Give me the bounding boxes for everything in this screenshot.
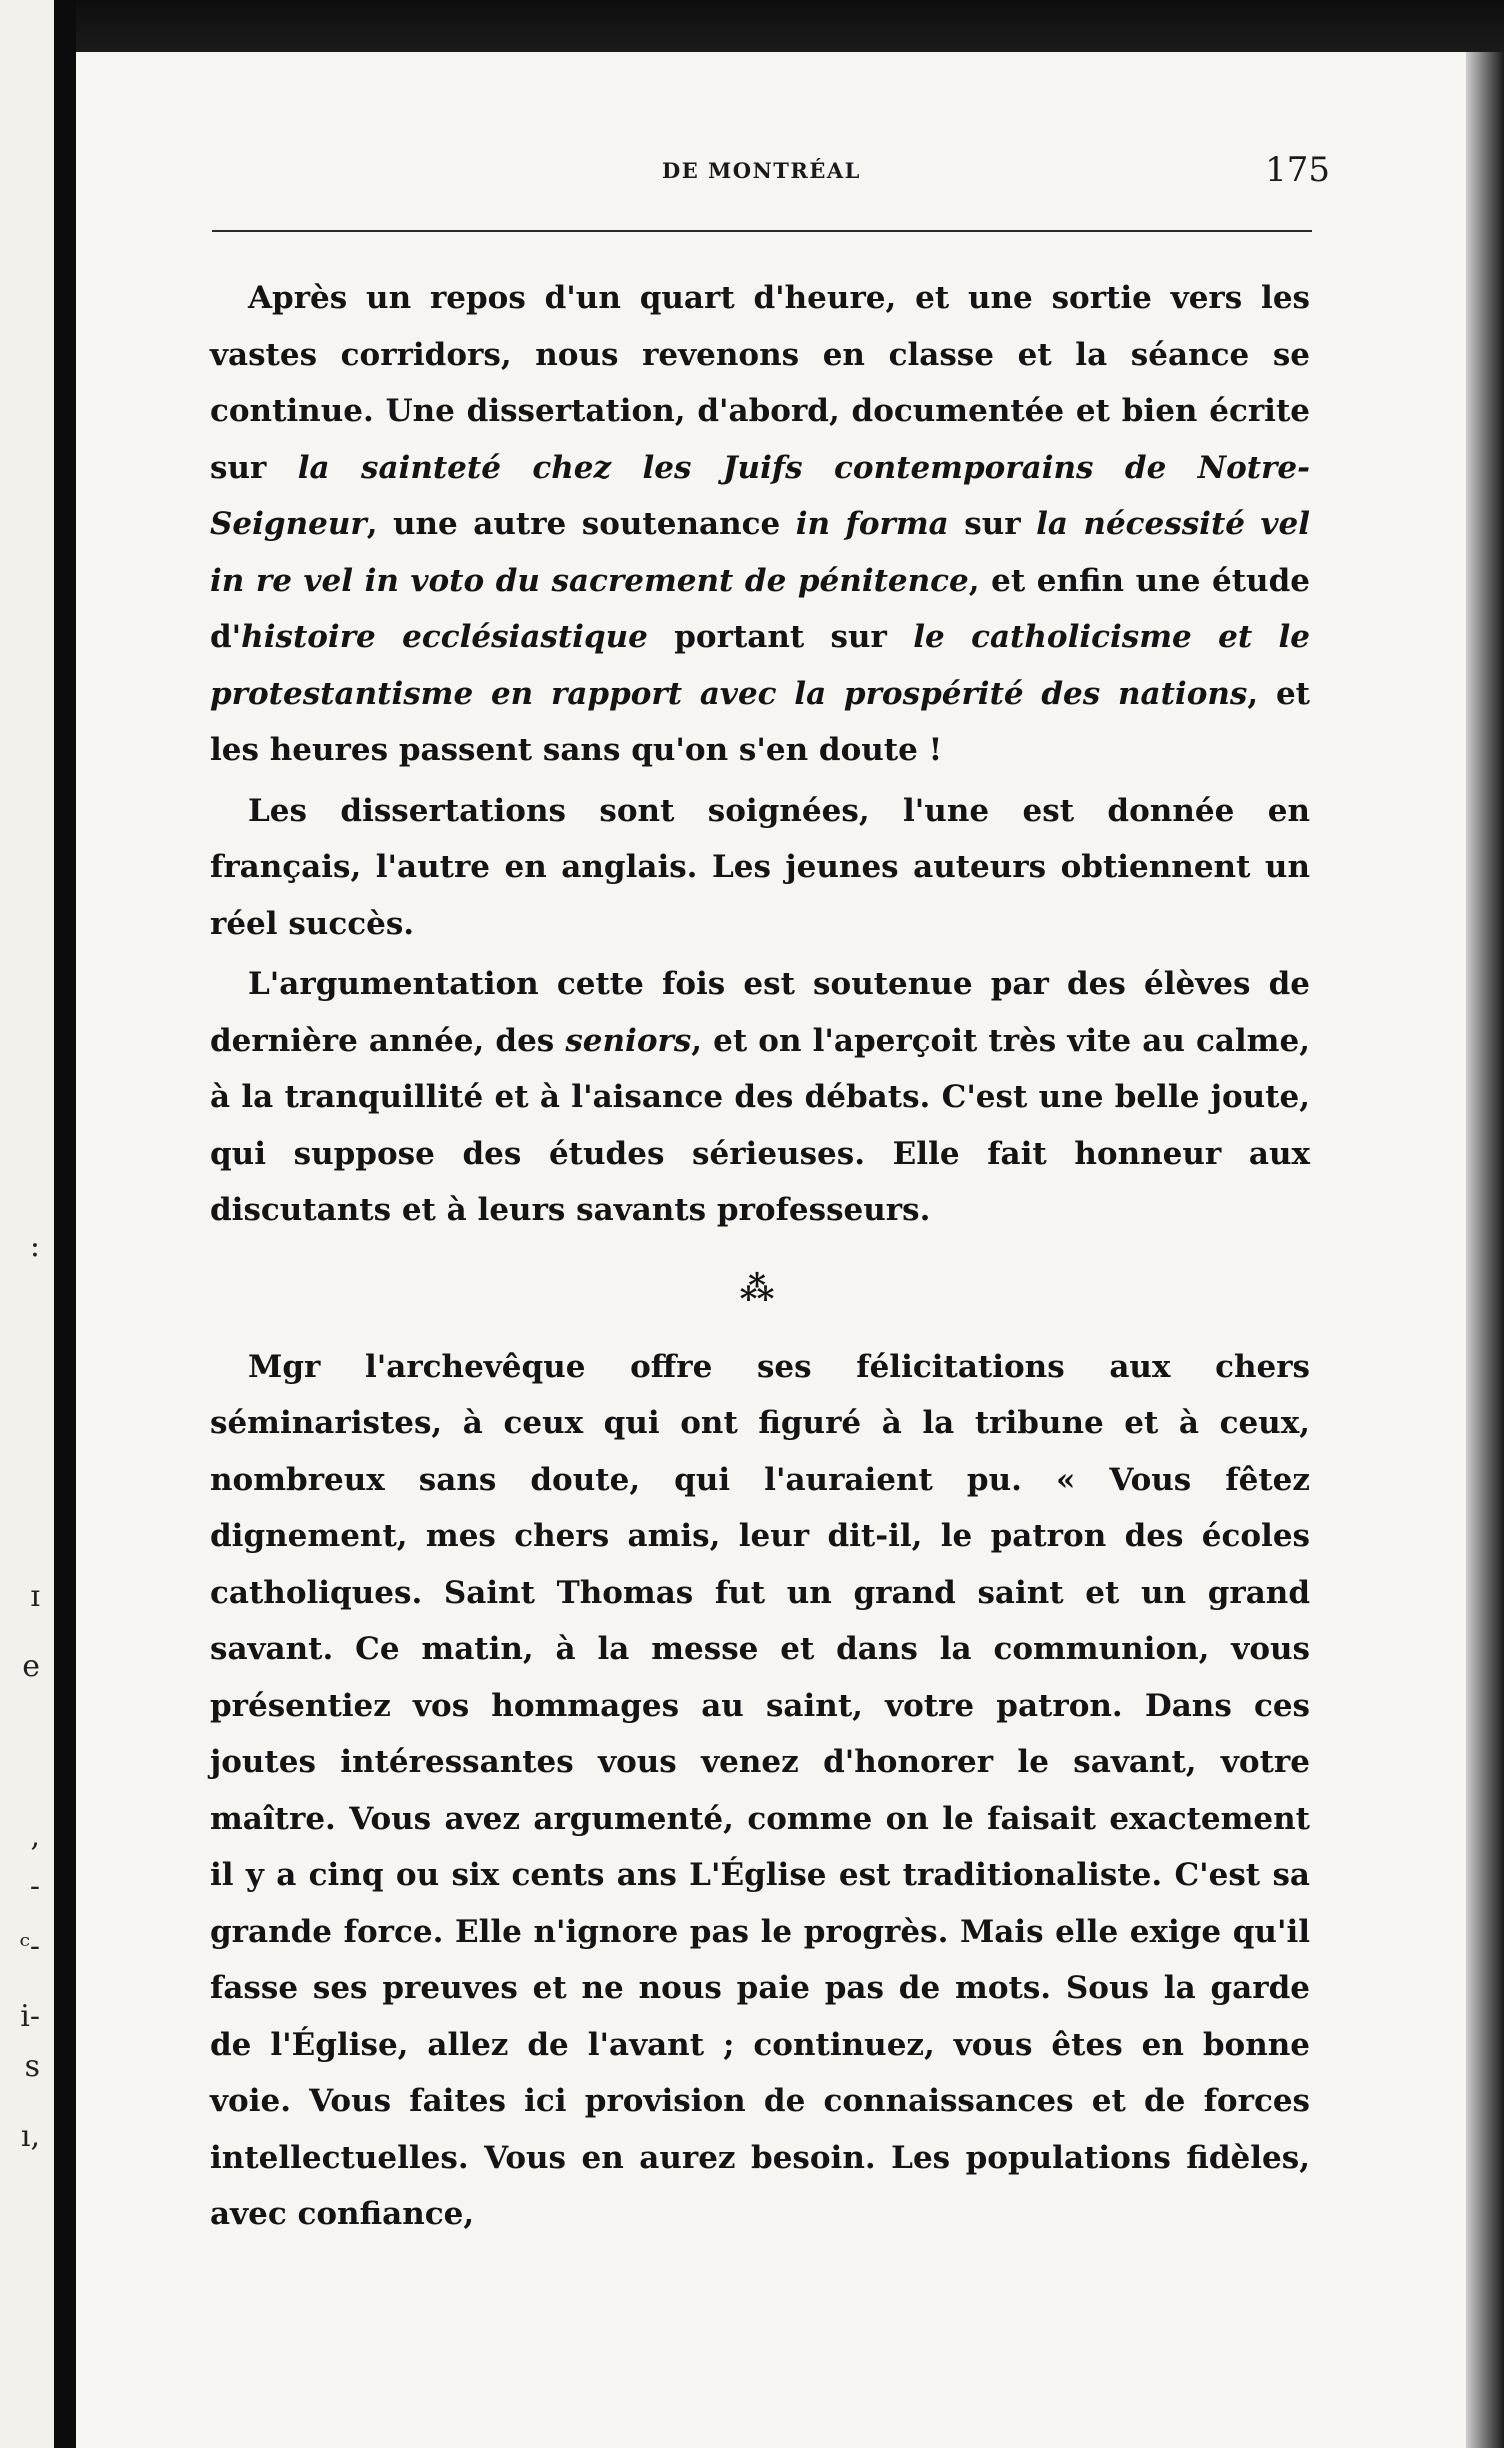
paragraph-1: Après un repos d'un quart d'heure, et une sortie vers les vastes corridors, nous revenons en classe et la séance se continue. Une dissertation, d'abord, documentée et bien écrite sur la sainteté chez les Juifs contemporains de Notre-Seigneur, une autre soutenance in forma sur la nécessité vel in re vel in voto du sacrement de pénitence, et enfin une étude d'histoire ecclésiastique portant sur le catholicisme et le protestantisme en rapport avec la prospérité des nations, et les heures passent sans qu'on s'en doute ! <box>210 280 1310 768</box>
page-number: 175 <box>1265 150 1330 190</box>
margin-fragment: e <box>22 1649 40 1684</box>
page-body <box>210 270 1310 2243</box>
margin-fragment: i- <box>20 1999 40 2034</box>
margin-fragment: ɪ <box>30 1579 40 1614</box>
margin-fragment: : <box>29 1229 40 1264</box>
margin-fragment: ᶜ- <box>19 1929 40 1964</box>
paragraph-4: Mgr l'archevêque offre ses félicitations aux chers séminaristes, à ceux qui ont figuré à la tribune et à ceux, nombreux sans doute, qui l'auraient pu. « Vous fêtez dignement, mes chers amis, leur dit-il, le patron des écoles catholiques. Saint Thomas fut un grand saint et un grand savant. Ce matin, à la messe et dans la communion, vous présentiez vos hommages au saint, votre patron. Dans ces joutes intéressantes vous venez d'honorer le savant, votre maître. Vous avez argumenté, comme on le faisait exactement il y a cinq ou six cents ans L'Église est traditionaliste. C'est sa grande force. Elle n'ignore pas le progrès. Mais elle exige qu'il fasse ses preuves et ne nous paie pas de mots. Sous la garde de l'Église, allez de l'avant ; continuez, vous êtes en bonne voie. Vous faites ici provision de connaissances et de forces intellectuelles. Vous en aurez besoin. Les populations fidèles, avec confiance, <box>210 1348 1310 2232</box>
running-head: DE MONTRÉAL <box>662 158 861 183</box>
margin-fragment: ı, <box>20 2119 40 2154</box>
scan-top-band <box>0 0 1504 58</box>
header-rule <box>212 230 1312 232</box>
paragraph-3: L'argumentation cette fois est soutenue par des élèves de dernière année, des seniors, et on l'aperçoit très vite au calme, à la tranquillité et à l'aisance des débats. C'est une belle joute, qui suppose des études sérieuses. Elle fait honneur aux discutants et à leurs savants professeurs. <box>210 966 1311 1228</box>
paragraph-2: Les dissertations sont soignées, l'une est donnée en français, l'autre en anglais. Les jeunes auteurs obtiennent un réel succès. <box>210 792 1310 942</box>
asterism-separator: ⁂ <box>739 1268 781 1309</box>
margin-fragment: - <box>29 1869 40 1904</box>
page-edge-shadow <box>1466 52 1504 2448</box>
page-header <box>212 150 1330 190</box>
margin-fragment: s <box>24 2049 40 2084</box>
margin-fragment: , <box>30 1819 40 1854</box>
book-binding-gutter <box>54 0 76 2448</box>
